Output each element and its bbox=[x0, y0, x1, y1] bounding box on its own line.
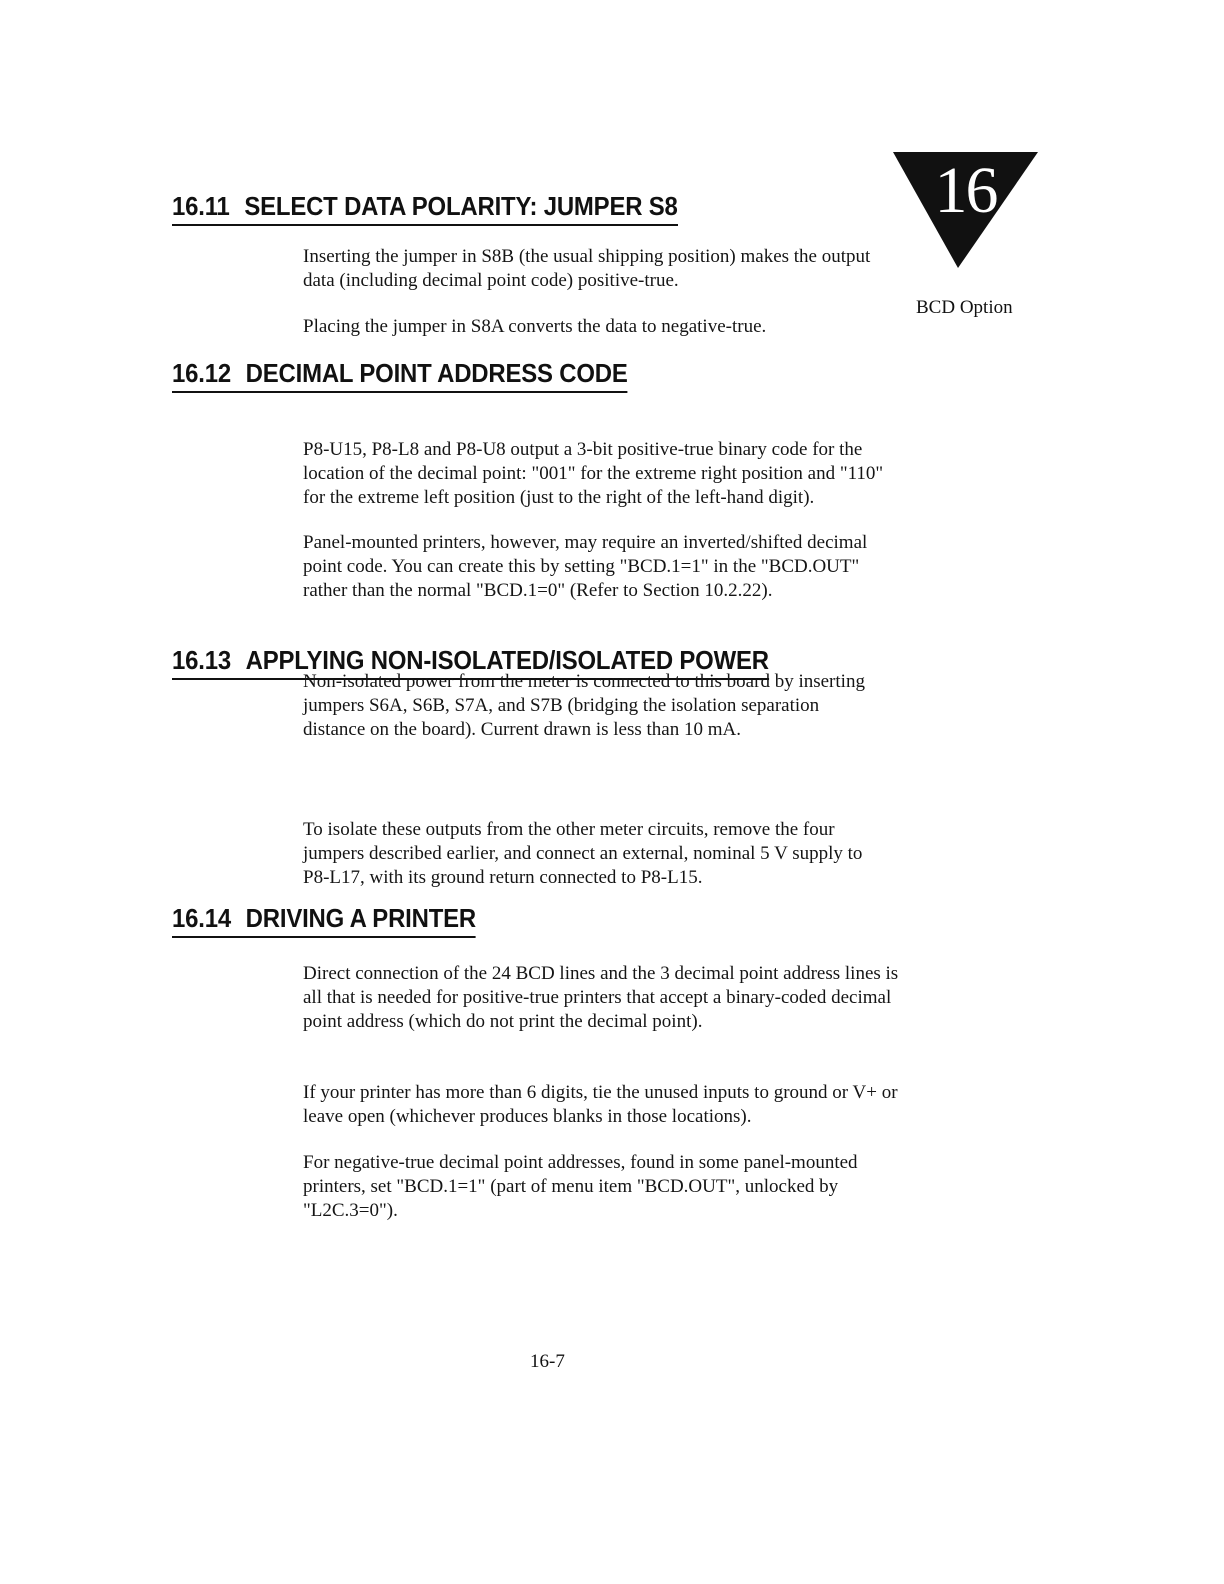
section-title: DRIVING A PRINTER bbox=[245, 903, 477, 933]
section-heading-16-11 bbox=[172, 190, 678, 226]
section-number: 16.13 bbox=[172, 645, 231, 675]
section-title: SELECT DATA POLARITY: JUMPER S8 bbox=[244, 191, 678, 221]
paragraph: Direct connection of the 24 BCD lines and the 3 decimal point address lines is all that is needed for positive-true printers that accept a binary-coded decimal point address (which do not print the decimal point). bbox=[303, 963, 899, 1032]
paragraph: Panel-mounted printers, however, may require an inverted/shifted decimal point code. You can create this by setting "BCD.1=1" in the "BCD.OUT" rather than the normal "BCD.1=0" (Refer to Section 10.2.22). bbox=[303, 532, 868, 601]
page-number: 16-7 bbox=[530, 1351, 565, 1372]
chapter-tab bbox=[893, 150, 1038, 270]
chapter-section-label: BCD Option bbox=[916, 297, 1013, 318]
paragraph: For negative-true decimal point addresses, found in some panel-mounted printers, set "BCD.1=1" (part of menu item "BCD.OUT", unlocked by "L2C.3=0"). bbox=[303, 1152, 858, 1221]
section-title: APPLYING NON-ISOLATED/ISOLATED POWER bbox=[245, 645, 769, 675]
section-title: DECIMAL POINT ADDRESS CODE bbox=[245, 358, 628, 388]
paragraph: P8-U15, P8-L8 and P8-U8 output a 3-bit positive-true binary code for the location of the decimal point: "001" for the extreme right position and "110" for the extreme left position (just to the right of the left-hand digit). bbox=[303, 439, 884, 508]
section-number: 16.11 bbox=[172, 191, 230, 221]
section-number: 16.14 bbox=[172, 903, 231, 933]
paragraph: To isolate these outputs from the other meter circuits, remove the four jumpers described earlier, and connect an external, nominal 5 V supply to P8-L17, with its ground return connected to P8-L15. bbox=[303, 819, 863, 888]
section-number: 16.12 bbox=[172, 358, 231, 388]
section-heading-16-12 bbox=[172, 357, 628, 393]
paragraph: If your printer has more than 6 digits, tie the unused inputs to ground or V+ or leave open (whichever produces blanks in those locations). bbox=[303, 1082, 898, 1127]
paragraph: Placing the jumper in S8A converts the data to negative-true. bbox=[303, 316, 767, 337]
paragraph: Non-isolated power from the meter is connected to this board by inserting jumpers S6A, S6B, S7A, and S7B (bridging the isolation separation distance on the board). Current drawn is less than 10 mA. bbox=[303, 671, 865, 740]
chapter-number: 16 bbox=[934, 154, 997, 227]
paragraph: Inserting the jumper in S8B (the usual shipping position) makes the output data (including decimal point code) positive-true. bbox=[303, 246, 871, 291]
section-heading-16-14 bbox=[172, 902, 476, 938]
